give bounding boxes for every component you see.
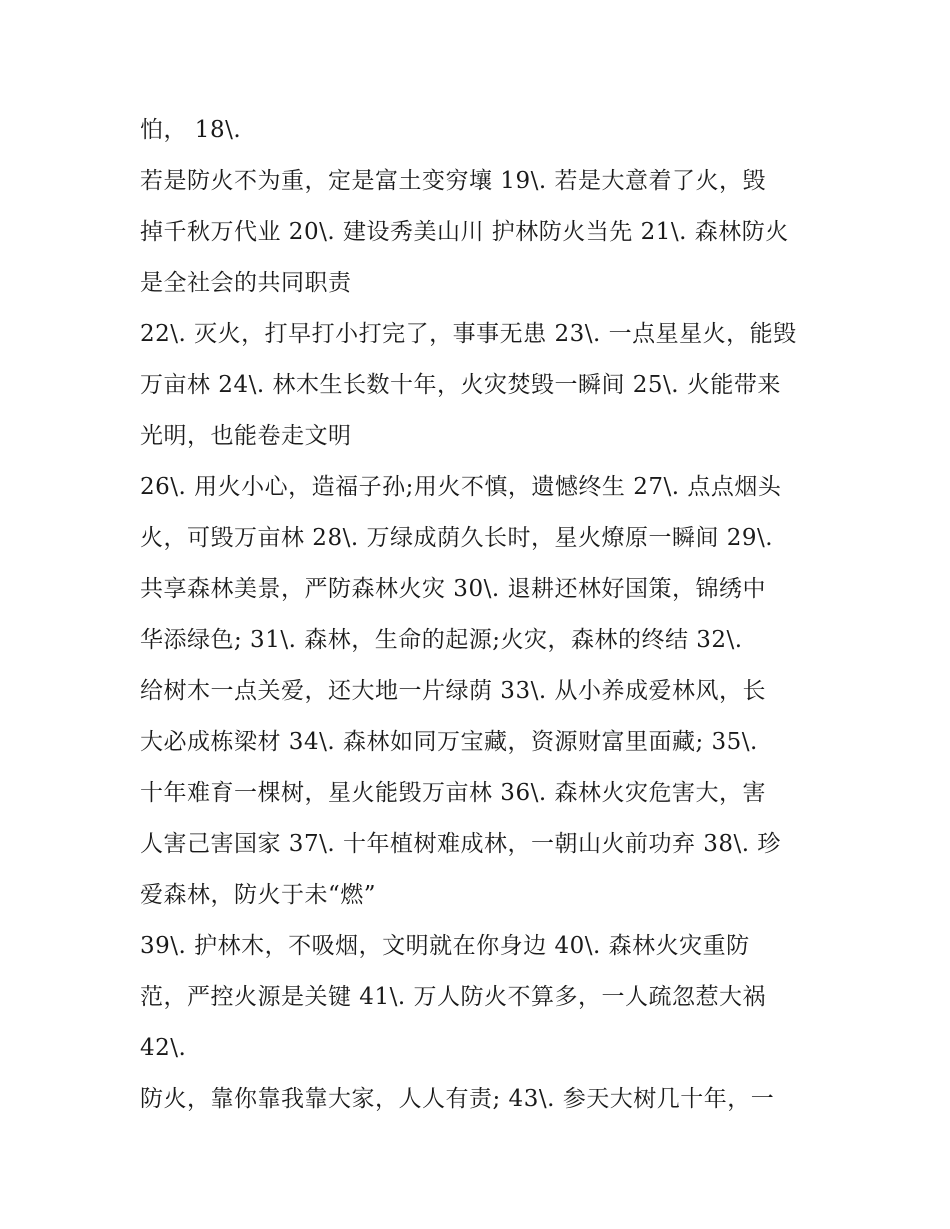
text-line: 22\. 灭火，打早打小打完了，事事无患 23\. 一点星星火，能毁 (140, 321, 797, 347)
text-line: 42\. (140, 1035, 187, 1061)
text-line: 掉千秋万代业 20\. 建设秀美山川 护林防火当先 21\. 森林防火 (140, 219, 789, 245)
text-line: 39\. 护林木，不吸烟，文明就在你身边 40\. 森林火灾重防 (140, 933, 750, 959)
text-line: 万亩林 24\. 林木生长数十年，火灾焚毁一瞬间 25\. 火能带来 (140, 372, 781, 398)
text-line: 防火，靠你靠我靠大家，人人有责; 43\. 参天大树几十年，一 (140, 1086, 775, 1112)
text-line: 给树木一点关爱，还大地一片绿荫 33\. 从小养成爱林风，长 (140, 678, 766, 704)
text-line: 范，严控火源是关键 41\. 万人防火不算多，一人疏忽惹大祸 (140, 984, 766, 1010)
text-line: 火，可毁万亩林 28\. 万绿成荫久长时，星火燎原一瞬间 29\. (140, 525, 774, 551)
text-line: 光明，也能卷走文明 (140, 423, 352, 449)
text-line: 华添绿色; 31\. 森林，生命的起源;火灾，森林的终结 32\. (140, 627, 743, 653)
text-line: 26\. 用火小心，造福子孙;用火不慎，遗憾终生 27\. 点点烟头 (140, 474, 782, 500)
text-line: 爱森林，防火于未“燃” (140, 882, 377, 908)
text-line: 是全社会的共同职责 (140, 270, 352, 296)
text-line: 若是防火不为重，定是富土变穷壤 19\. 若是大意着了火，毁 (140, 168, 766, 194)
text-line: 大必成栋梁材 34\. 森林如同万宝藏，资源财富里面藏; 35\. (140, 729, 758, 755)
text-line: 共享森林美景，严防森林火灾 30\. 退耕还林好国策，锦绣中 (140, 576, 766, 602)
text-line: 怕， 18\. (140, 117, 242, 143)
text-line: 人害己害国家 37\. 十年植树难成林，一朝山火前功弃 38\. 珍 (140, 831, 781, 857)
text-line: 十年难育一棵树，星火能毁万亩林 36\. 森林火灾危害大，害 (140, 780, 766, 806)
